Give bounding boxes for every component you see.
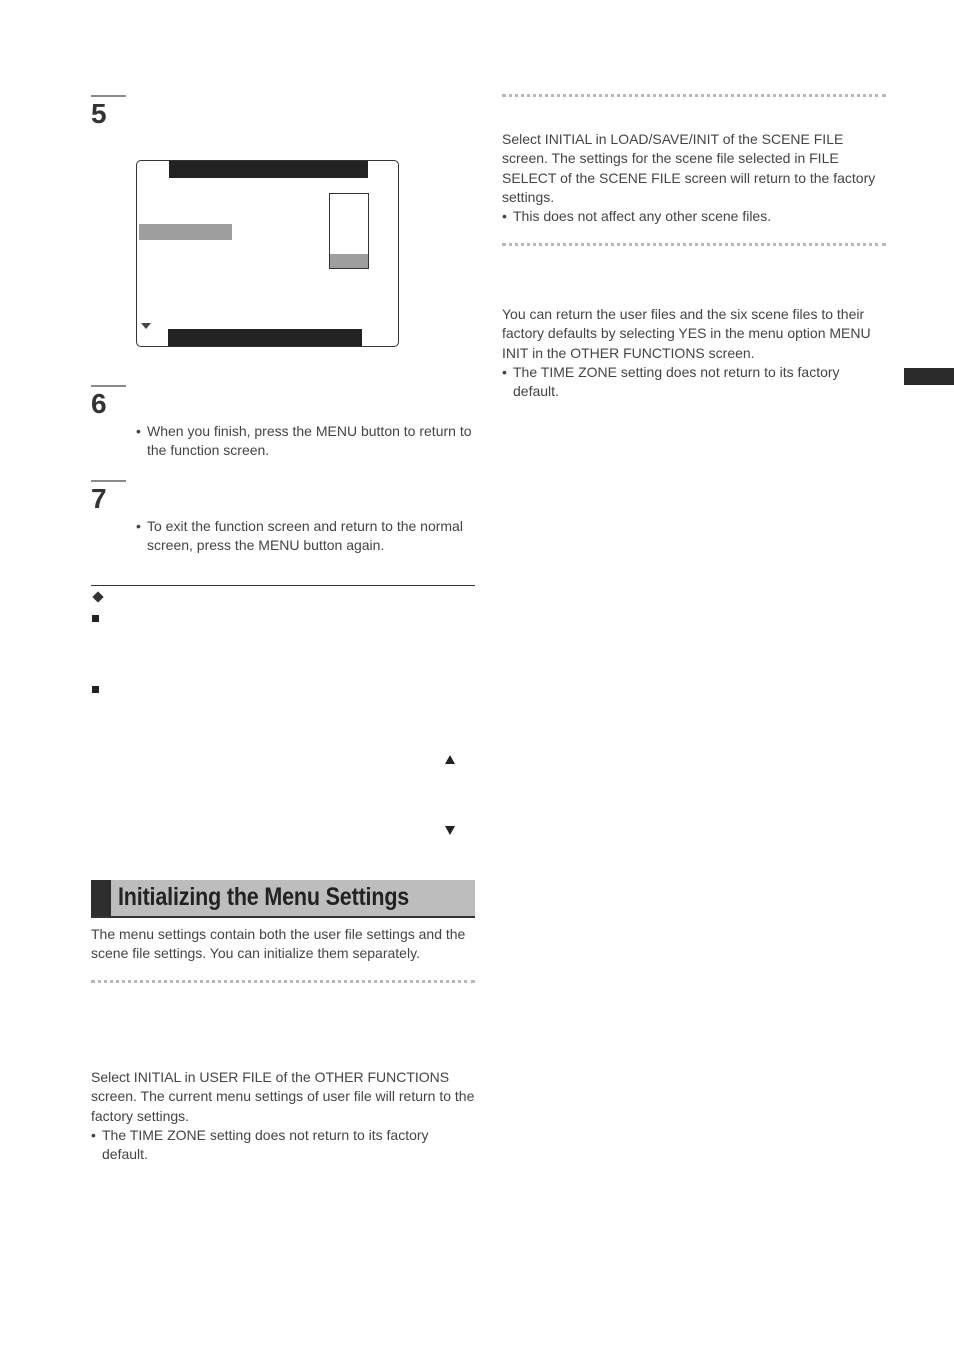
section-heading [91,880,475,918]
step-6-number: 6 [91,388,107,419]
step-6-note [136,422,476,461]
step-7-note [136,517,478,556]
bullet-glyph: • [136,423,141,439]
section-intro: The menu settings contain both the user file settings and the scene file settings. You can initialize them separately. [91,926,466,962]
square-bullet-icon [92,686,99,693]
up-arrow-icon [445,755,455,764]
step-6-rule [91,385,126,387]
screen-scroll-box [329,193,369,269]
user-file-init-block [91,1068,477,1164]
square-bullet-icon [92,615,99,622]
step-5-rule [91,95,126,97]
bullet-glyph: • [136,518,141,534]
user-file-init-note: The TIME ZONE setting does not return to its factory default. [102,1126,429,1163]
menu-screen-illustration [136,160,399,347]
dotted-rule [502,243,886,246]
bullet-glyph: • [91,1126,96,1143]
bullet-glyph: • [502,363,507,380]
screen-title-bar [169,161,368,178]
all-files-init-note: The TIME ZONE setting does not return to its factory default. [513,363,840,400]
scene-file-init-block [502,130,888,226]
screen-down-arrow-icon [141,323,151,329]
all-files-init-block [502,305,888,401]
step-7-note-text: To exit the function screen and return to the normal screen, press the MENU button again. [147,518,463,554]
down-arrow-icon [445,826,455,835]
dotted-rule [91,980,475,983]
screen-selected-item [139,224,232,240]
scene-file-init-note: This does not affect any other scene files. [513,208,772,225]
chapter-side-tab [904,368,954,385]
screen-bottom-bar [168,329,362,346]
section-divider [91,585,475,586]
step-6-note-text: When you finish, press the MENU button to return to the function screen. [147,423,472,459]
section-title: Initializing the Menu Settings [118,883,410,911]
step-7-number: 7 [91,483,107,514]
user-file-init-paragraph: Select INITIAL in USER FILE of the OTHER FUNCTIONS screen. The current menu settings of user file will return to the factory settings. [91,1069,475,1124]
step-5-number: 5 [91,98,107,129]
all-files-init-paragraph: You can return the user files and the six scene files to their factory defaults by selecting YES in the menu option MENU INIT in the OTHER FUNCTIONS screen. [502,306,871,361]
step-7-rule [91,480,126,482]
screen-scroll-thumb [330,254,368,268]
diamond-icon [92,591,103,602]
bullet-glyph: • [502,208,507,225]
dotted-rule [502,94,886,97]
scene-file-init-paragraph: Select INITIAL in LOAD/SAVE/INIT of the SCENE FILE screen. The settings for the scene file selected in FILE SELECT of the SCENE FILE screen will return to the factory settings. [502,131,876,205]
heading-block [91,880,111,916]
